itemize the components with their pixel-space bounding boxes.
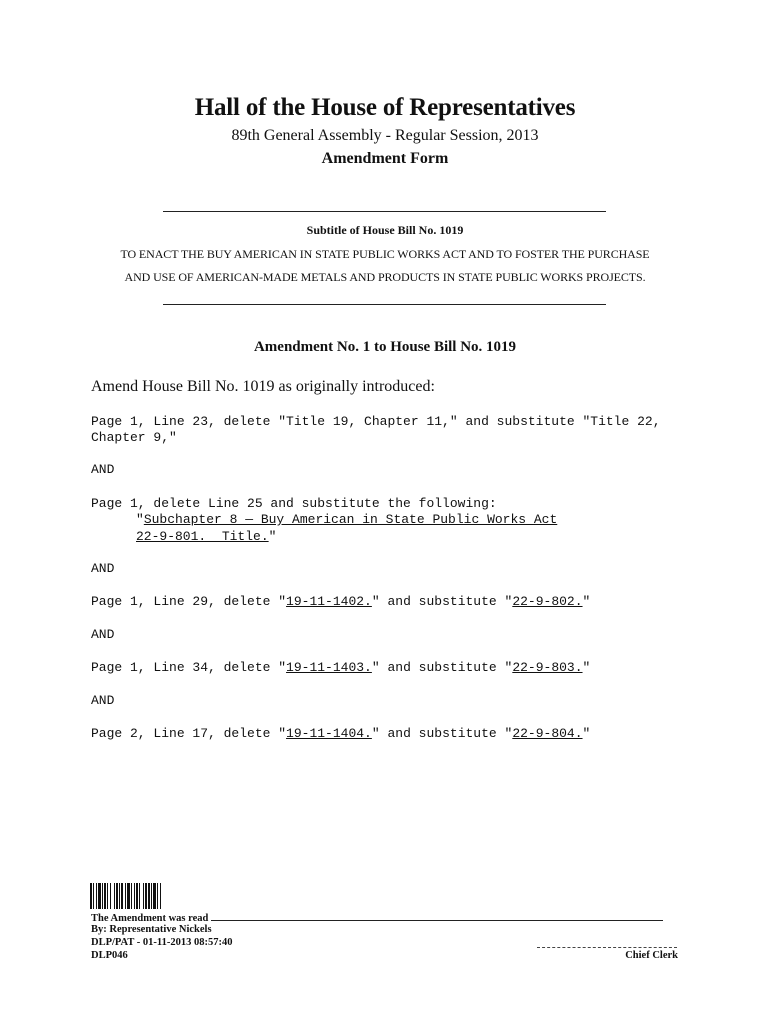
read-label: The Amendment was read <box>91 913 209 924</box>
instruction-2-line-1: Page 1, delete Line 25 and substitute the following: <box>91 496 497 511</box>
new-section-number: 22-9-802. <box>512 594 583 609</box>
subtitle-label: Subtitle of House Bill No. 1019 <box>306 223 464 237</box>
form-name: Amendment Form <box>321 150 449 167</box>
sponsor-line: By: Representative Nickels <box>91 924 212 935</box>
and-separator: AND <box>91 627 115 642</box>
and-separator: AND <box>91 462 115 477</box>
clerk-signature-line <box>537 947 677 948</box>
subchapter-heading-text: Subchapter 8 — Buy American in State Public Works Act <box>143 512 558 527</box>
and-separator: AND <box>91 693 115 708</box>
and-separator: AND <box>91 561 115 576</box>
timestamp-line: DLP/PAT - 01-11-2013 08:57:40 <box>91 937 233 948</box>
old-section-number: 19-11-1404. <box>286 726 372 741</box>
page-title: Hall of the House of Representatives <box>194 94 576 121</box>
instruction-5-mid: " and substitute " <box>371 726 513 741</box>
old-section-number: 19-11-1403. <box>286 660 372 675</box>
new-section-number: 22-9-804. <box>512 726 583 741</box>
closing-quote: " <box>268 529 277 544</box>
instruction-3-mid: " and substitute " <box>371 594 513 609</box>
divider-top <box>163 211 606 212</box>
chief-clerk-label: Chief Clerk <box>625 950 678 961</box>
instruction-5 <box>91 726 590 742</box>
new-section-number: 22-9-803. <box>512 660 583 675</box>
session-line: 89th General Assembly - Regular Session, 2013 <box>231 127 539 144</box>
instruction-5-prefix: Page 2, Line 17, delete " <box>91 726 287 741</box>
subtitle-text-line-2: AND USE OF AMERICAN-MADE METALS AND PRODUCTS IN STATE PUBLIC WORKS PROJECTS. <box>124 270 646 284</box>
section-title-text: 22-9-801. Title. <box>136 529 269 544</box>
amendment-heading: Amendment No. 1 to House Bill No. 1019 <box>253 339 517 355</box>
amendment-intro: Amend House Bill No. 1019 as originally introduced: <box>91 378 435 395</box>
barcode-image <box>90 883 182 909</box>
divider-bottom <box>163 304 606 305</box>
amendment-read-line <box>91 911 663 924</box>
instruction-3-suffix: " <box>582 594 591 609</box>
subtitle-text-line-1: TO ENACT THE BUY AMERICAN IN STATE PUBLIC WORKS ACT AND TO FOSTER THE PURCHASE <box>120 247 650 261</box>
old-section-number: 19-11-1402. <box>286 594 372 609</box>
instruction-1-line-1: Page 1, Line 23, delete "Title 19, Chapter 11," and substitute "Title 22, <box>91 414 661 429</box>
instruction-3 <box>91 594 590 610</box>
instruction-5-suffix: " <box>582 726 591 741</box>
instruction-4-prefix: Page 1, Line 34, delete " <box>91 660 287 675</box>
instruction-2-subchapter: "Subchapter 8 — Buy American in State Public Works Act <box>136 512 558 527</box>
document-id: DLP046 <box>91 950 128 961</box>
instruction-4 <box>91 660 590 676</box>
instruction-2-section <box>136 529 276 545</box>
instruction-4-suffix: " <box>582 660 591 675</box>
instruction-4-mid: " and substitute " <box>371 660 513 675</box>
instruction-3-prefix: Page 1, Line 29, delete " <box>91 594 287 609</box>
instruction-1-line-2: Chapter 9," <box>91 430 177 445</box>
read-date-blank <box>211 911 663 921</box>
